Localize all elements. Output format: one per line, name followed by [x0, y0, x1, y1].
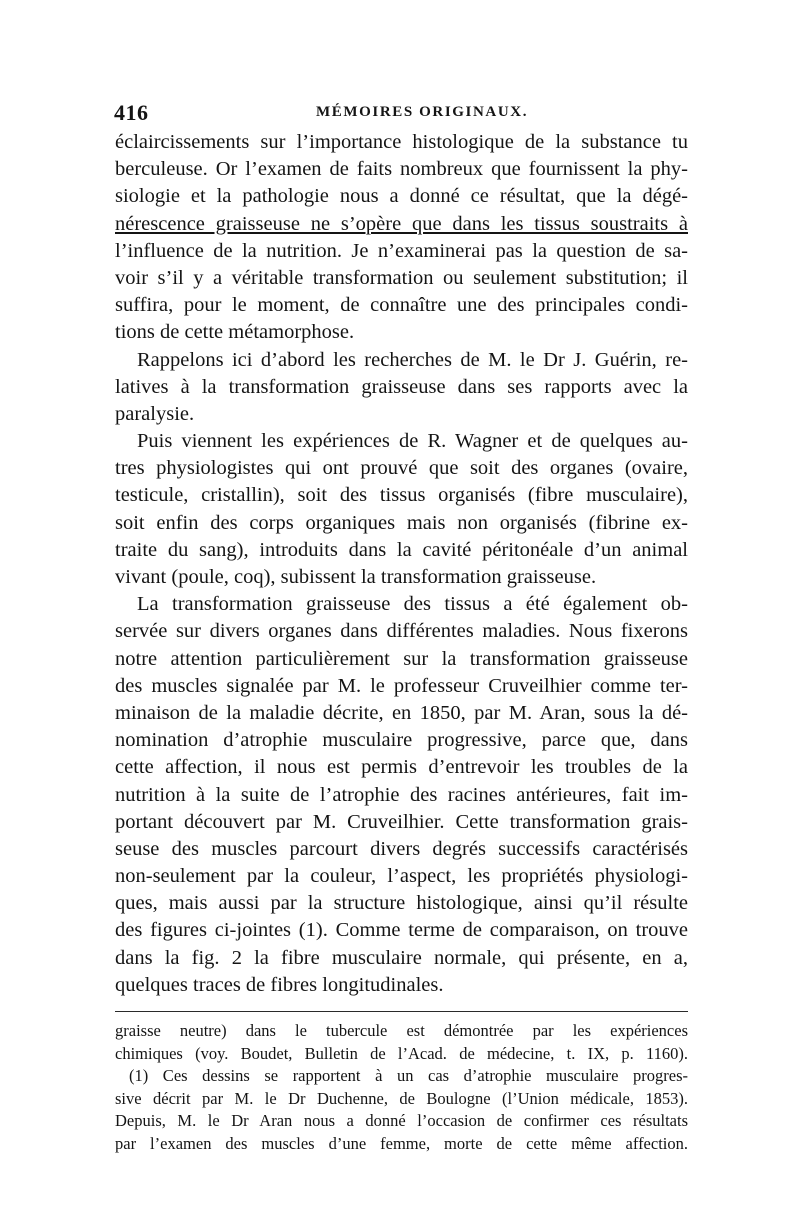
text-line: des muscles signalée par M. le professeur Cruveilhier comme ter-: [115, 674, 688, 697]
text-line: nomination d’atrophie musculaire progressive, parce que, dans: [115, 729, 688, 752]
text-line: servée sur divers organes dans différentes maladies. Nous fixerons: [115, 620, 688, 643]
text-line: tions de cette métamorphose.: [115, 321, 355, 344]
footnotes: [115, 1020, 688, 1155]
text-line: paralysie.: [115, 402, 195, 425]
footnote-line: par l’examen des muscles d’une femme, morte de cette même affection.: [115, 1133, 688, 1153]
text-line: suffira, pour le moment, de connaître une des principales condi-: [115, 294, 688, 317]
text-line: tres physiologistes qui ont prouvé que soit des organes (ovaire,: [115, 457, 688, 480]
text-line: non-seulement par la couleur, l’aspect, les propriétés physiologi-: [115, 865, 688, 888]
text-line: seuse des muscles parcourt divers degrés successifs caractérisés: [115, 837, 688, 860]
text-line: siologie et la pathologie nous a donné ce résultat, que la dégé-: [115, 185, 688, 208]
footnote-line: Depuis, M. le Dr Aran nous a donné l’occasion de confirmer ces résultats: [115, 1111, 688, 1130]
footnote-separator: [115, 1011, 688, 1012]
text-line: éclaircissements sur l’importance histologique de la substance tu: [115, 131, 688, 153]
text-line-underlined: nérescence graisseuse ne s’opère que dans les tissus soustraits à: [115, 212, 688, 235]
text-line: vivant (poule, coq), subissent la transformation graisseuse.: [115, 566, 597, 588]
running-head: MÉMOIRES ORIGINAUX.: [316, 104, 529, 120]
page-number: 416: [114, 100, 149, 125]
footnote-line: graisse neutre) dans le tubercule est démontrée par les expériences: [115, 1021, 688, 1040]
text-line: notre attention particulièrement sur la transformation graisseuse: [115, 647, 688, 670]
footnote-line: chimiques (voy. Boudet, Bulletin de l’Acad. de médecine, t. IX, p. 1160).: [115, 1043, 688, 1063]
page-header: [114, 100, 694, 126]
footnote-line: (1) Ces dessins se rapportent à un cas d’atrophie musculaire progres-: [129, 1066, 688, 1085]
text-line: portant découvert par M. Cruveilhier. Cette transformation grais-: [115, 810, 688, 833]
text-line: cette affection, il nous est permis d’entrevoir les troubles de la: [115, 756, 688, 779]
text-line: berculeuse. Or l’examen de faits nombreux que fournissent la phy-: [115, 158, 688, 181]
text-line: Puis viennent les expériences de R. Wagner et de quelques au-: [137, 430, 688, 453]
text-line: nutrition à la suite de l’atrophie des racines antérieures, fait im-: [115, 783, 688, 806]
text-line: minaison de la maladie décrite, en 1850, par M. Aran, sous la dé-: [115, 701, 688, 724]
main-text: [115, 129, 688, 999]
text-line: voir s’il y a véritable transformation ou seulement substitution; il: [115, 266, 688, 289]
text-line: dans la fig. 2 la fibre musculaire normale, qui présente, en a,: [115, 946, 688, 969]
text-line: soit enfin des corps organiques mais non organisés (fibrine ex-: [115, 511, 688, 534]
text-line: l’influence de la nutrition. Je n’examinerai pas la question de sa-: [115, 239, 688, 262]
text-line: des figures ci-jointes (1). Comme terme de comparaison, on trouve: [115, 919, 688, 942]
text-line: quelques traces de fibres longitudinales.: [115, 973, 444, 996]
text-line: Rappelons ici d’abord les recherches de M. le Dr J. Guérin, re-: [137, 348, 688, 371]
text-line: La transformation graisseuse des tissus a été également ob-: [137, 593, 688, 616]
text-line: traite du sang), introduits dans la cavité péritonéale d’un animal: [115, 538, 688, 561]
footnote-line: sive décrit par M. le Dr Duchenne, de Boulogne (l’Union médicale, 1853).: [115, 1088, 688, 1108]
text-line: ques, mais aussi par la structure histologique, ainsi qu’il résulte: [115, 892, 688, 915]
text-line: testicule, cristallin), soit des tissus organisés (fibre musculaire),: [115, 484, 688, 507]
text-line: latives à la transformation graisseuse dans ses rapports avec la: [115, 375, 688, 398]
